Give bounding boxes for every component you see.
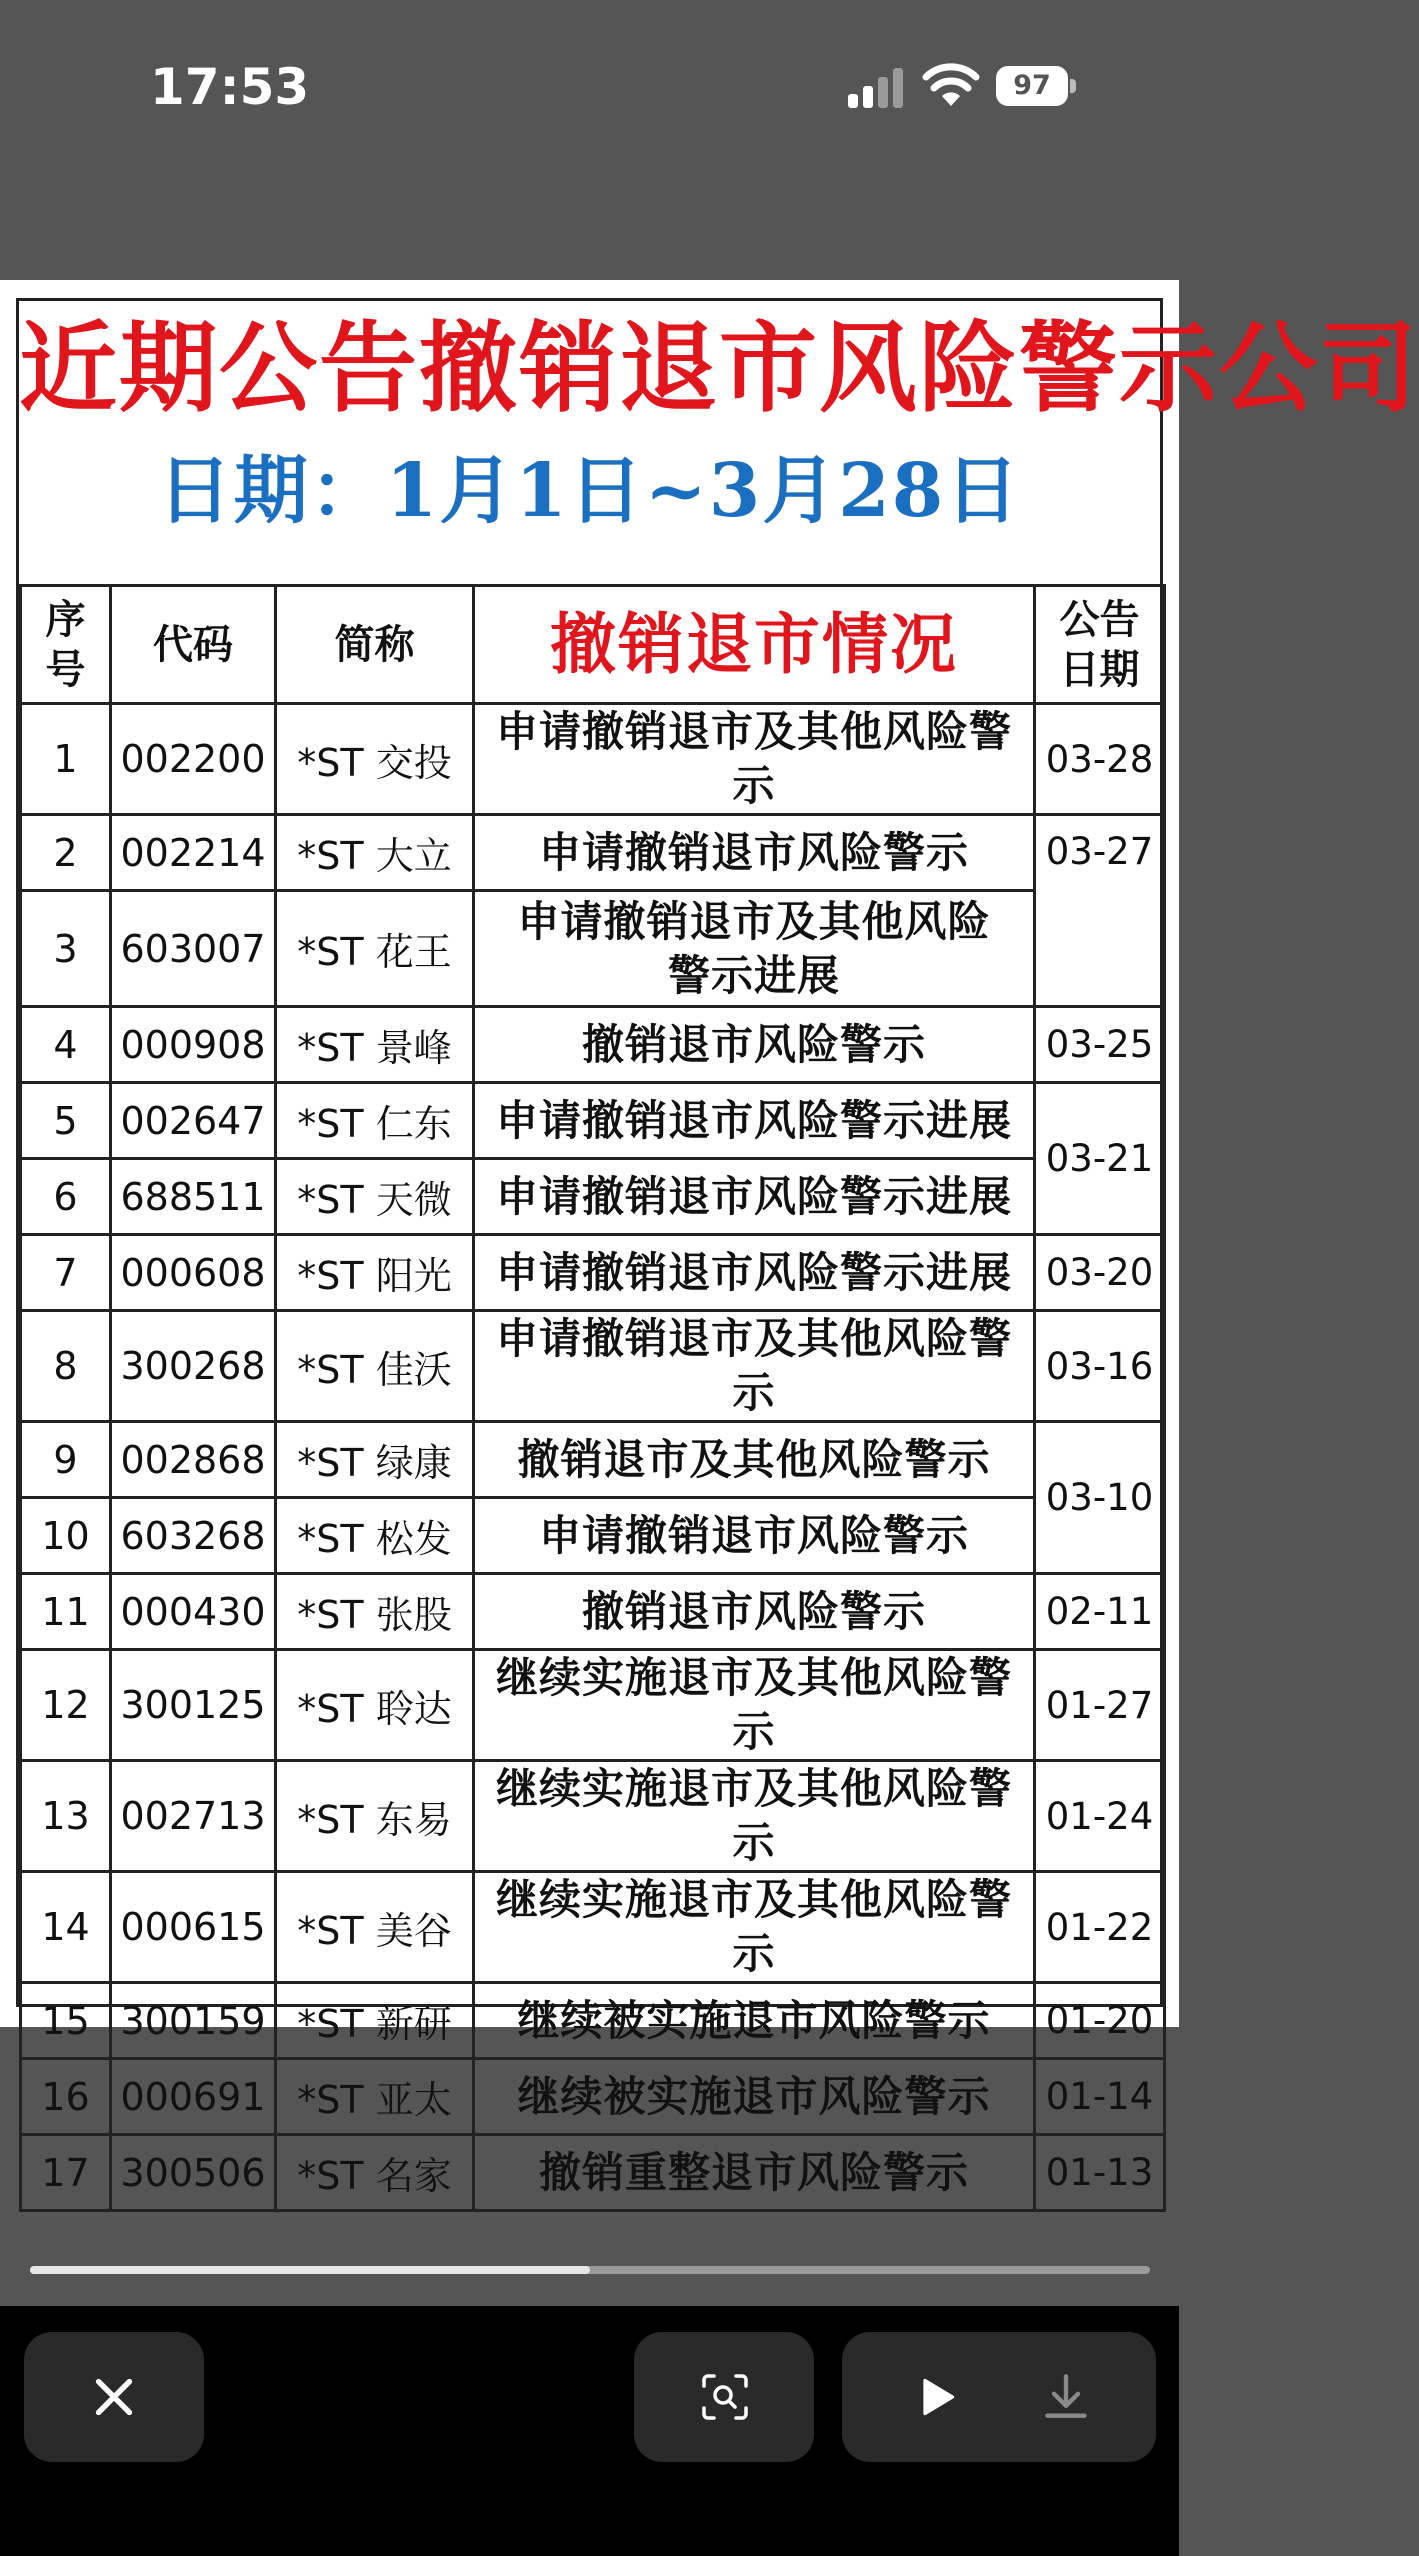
row-name: *ST 花王 <box>276 891 474 1007</box>
row-index: 1 <box>21 704 111 815</box>
table-header-row <box>21 586 1165 704</box>
battery-tip <box>1070 79 1076 93</box>
row-index: 4 <box>21 1007 111 1083</box>
row-status: 申请撤销退市风险警示 <box>474 1498 1035 1574</box>
row-date: 03-16 <box>1035 1311 1165 1422</box>
table-row <box>21 2059 1165 2135</box>
row-date: 03-27 <box>1035 815 1165 1007</box>
row-code: 603268 <box>111 1498 276 1574</box>
close-button[interactable] <box>24 2332 204 2462</box>
row-code: 300268 <box>111 1311 276 1422</box>
notice-frame <box>16 298 1419 2198</box>
row-date: 01-14 <box>1035 2059 1165 2135</box>
row-status: 继续被实施退市风险警示 <box>474 2059 1035 2135</box>
header-name: 简称 <box>276 586 474 704</box>
table-row <box>21 1007 1165 1083</box>
row-code: 688511 <box>111 1159 276 1235</box>
row-name: *ST 景峰 <box>276 1007 474 1083</box>
row-status: 撤销退市风险警示 <box>474 1007 1035 1083</box>
row-status: 申请撤销退市及其他风险警示 <box>474 704 1035 815</box>
page-progress-fill <box>30 2266 590 2274</box>
row-date: 01-20 <box>1035 1983 1165 2059</box>
row-index: 16 <box>21 2059 111 2135</box>
row-name: *ST 大立 <box>276 815 474 891</box>
row-status: 申请撤销退市风险警示进展 <box>474 1235 1035 1311</box>
notice-title: 近期公告撤销退市风险警示公司 <box>19 311 1419 426</box>
row-name: *ST 仁东 <box>276 1083 474 1159</box>
row-name: *ST 张股 <box>276 1574 474 1650</box>
row-index: 6 <box>21 1159 111 1235</box>
wifi-icon <box>922 62 980 106</box>
row-name: *ST 阳光 <box>276 1235 474 1311</box>
row-status: 申请撤销退市风险警示进展 <box>474 1159 1035 1235</box>
header-code: 代码 <box>111 586 276 704</box>
row-index: 7 <box>21 1235 111 1311</box>
table-row <box>21 1498 1165 1574</box>
header-date: 公告日期 <box>1035 586 1165 704</box>
row-index: 13 <box>21 1761 111 1872</box>
row-date: 03-21 <box>1035 1083 1165 1235</box>
table-row <box>21 1311 1165 1422</box>
table-row <box>21 1422 1165 1498</box>
notice-image[interactable] <box>0 280 1419 2198</box>
download-icon[interactable] <box>1042 2372 1090 2420</box>
table-row <box>21 1872 1165 1983</box>
row-index: 10 <box>21 1498 111 1574</box>
row-status: 继续被实施退市风险警示 <box>474 1983 1035 2059</box>
table-row <box>21 1650 1165 1761</box>
row-name: *ST 聆达 <box>276 1650 474 1761</box>
row-status: 申请撤销退市风险警示 <box>474 815 1035 891</box>
row-name: *ST 亚太 <box>276 2059 474 2135</box>
row-code: 002647 <box>111 1083 276 1159</box>
media-controls-group <box>842 2332 1156 2462</box>
visual-lookup-icon <box>700 2372 750 2422</box>
row-code: 002868 <box>111 1422 276 1498</box>
row-code: 002713 <box>111 1761 276 1872</box>
row-date: 03-10 <box>1035 1422 1165 1574</box>
row-name: *ST 新研 <box>276 1983 474 2059</box>
row-status: 申请撤销退市及其他风险警示进展 <box>474 891 1035 1007</box>
row-code: 300125 <box>111 1650 276 1761</box>
row-index: 8 <box>21 1311 111 1422</box>
row-index: 9 <box>21 1422 111 1498</box>
table-row <box>21 1235 1165 1311</box>
battery-icon <box>996 66 1076 106</box>
row-date: 01-24 <box>1035 1761 1165 1872</box>
row-date: 01-27 <box>1035 1650 1165 1761</box>
play-icon[interactable] <box>914 2375 958 2419</box>
row-index: 2 <box>21 815 111 891</box>
table-row <box>21 1983 1165 2059</box>
visual-lookup-button[interactable] <box>634 2332 814 2462</box>
row-status: 继续实施退市及其他风险警示 <box>474 1650 1035 1761</box>
row-name: *ST 绿康 <box>276 1422 474 1498</box>
row-status: 申请撤销退市及其他风险警示 <box>474 1311 1035 1422</box>
row-index: 11 <box>21 1574 111 1650</box>
status-time: 17:53 <box>150 58 310 116</box>
table-row <box>21 1159 1165 1235</box>
table-row <box>21 2135 1165 2211</box>
signal-icon <box>846 68 906 108</box>
close-icon <box>92 2375 136 2419</box>
row-code: 000430 <box>111 1574 276 1650</box>
row-code: 002214 <box>111 815 276 891</box>
notice-date-range: 日期：1月1日~3月28日 <box>157 448 1022 534</box>
row-name: *ST 名家 <box>276 2135 474 2211</box>
table-row <box>21 1083 1165 1159</box>
header-status: 撤销退市情况 <box>474 586 1035 704</box>
row-code: 000691 <box>111 2059 276 2135</box>
row-date: 02-11 <box>1035 1574 1165 1650</box>
row-date: 03-28 <box>1035 704 1165 815</box>
bottom-toolbar <box>0 2306 1179 2556</box>
row-status: 继续实施退市及其他风险警示 <box>474 1872 1035 1983</box>
row-code: 300506 <box>111 2135 276 2211</box>
row-status: 撤销退市及其他风险警示 <box>474 1422 1035 1498</box>
row-name: *ST 交投 <box>276 704 474 815</box>
row-index: 17 <box>21 2135 111 2211</box>
row-status: 继续实施退市及其他风险警示 <box>474 1761 1035 1872</box>
table-row <box>21 1574 1165 1650</box>
row-code: 603007 <box>111 891 276 1007</box>
row-code: 300159 <box>111 1983 276 2059</box>
header-index: 序号 <box>21 586 111 704</box>
row-status: 申请撤销退市风险警示进展 <box>474 1083 1035 1159</box>
row-index: 3 <box>21 891 111 1007</box>
row-index: 5 <box>21 1083 111 1159</box>
status-bar <box>0 0 1179 175</box>
row-name: *ST 松发 <box>276 1498 474 1574</box>
table-row <box>21 891 1165 1007</box>
row-code: 000608 <box>111 1235 276 1311</box>
row-name: *ST 天微 <box>276 1159 474 1235</box>
row-status: 撤销退市风险警示 <box>474 1574 1035 1650</box>
row-name: *ST 佳沃 <box>276 1311 474 1422</box>
row-date: 03-25 <box>1035 1007 1165 1083</box>
table-row <box>21 704 1165 815</box>
row-index: 12 <box>21 1650 111 1761</box>
row-date: 01-22 <box>1035 1872 1165 1983</box>
battery-level: 97 <box>996 66 1068 106</box>
row-date: 03-20 <box>1035 1235 1165 1311</box>
table-row <box>21 1761 1165 1872</box>
row-name: *ST 美谷 <box>276 1872 474 1983</box>
row-status: 撤销重整退市风险警示 <box>474 2135 1035 2211</box>
row-index: 14 <box>21 1872 111 1983</box>
row-date: 01-13 <box>1035 2135 1165 2211</box>
row-code: 000908 <box>111 1007 276 1083</box>
row-index: 15 <box>21 1983 111 2059</box>
row-code: 002200 <box>111 704 276 815</box>
row-name: *ST 东易 <box>276 1761 474 1872</box>
notice-table <box>19 584 1166 2212</box>
table-row <box>21 815 1165 891</box>
row-code: 000615 <box>111 1872 276 1983</box>
